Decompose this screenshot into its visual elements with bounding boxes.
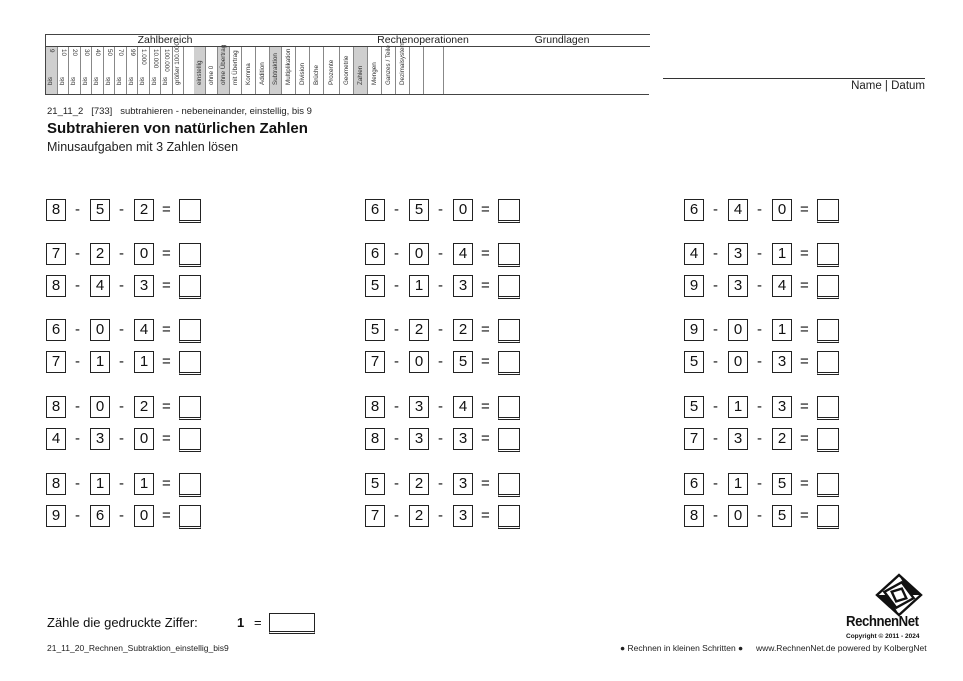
- answer-box[interactable]: [817, 351, 839, 375]
- footer-slogan: ● Rechnen in kleinen Schritten ●: [620, 643, 744, 653]
- zahlbereich-value: 50: [105, 49, 113, 57]
- minus-sign: -: [119, 201, 124, 218]
- exercise-row: [684, 428, 844, 450]
- topic-col: [218, 44, 230, 94]
- answer-box[interactable]: [498, 351, 520, 375]
- number-box: 0: [772, 199, 792, 221]
- minus-sign: -: [438, 245, 443, 262]
- answer-box[interactable]: [179, 505, 201, 529]
- number-box: 3: [728, 275, 748, 297]
- number-box: 6: [684, 473, 704, 495]
- zahlbereich-value: 20: [71, 49, 79, 57]
- topic-label: Zahlen: [356, 65, 364, 85]
- minus-sign: -: [713, 398, 718, 415]
- zahlbereich-prefix: bis: [93, 76, 101, 85]
- topic-label: Dezimalsystem: [398, 42, 406, 85]
- zahlbereich-col: [173, 41, 185, 94]
- count-task-equals: =: [254, 615, 262, 630]
- answer-box[interactable]: [179, 473, 201, 497]
- minus-sign: -: [438, 353, 443, 370]
- topic-col: [206, 47, 218, 94]
- number-box: 0: [134, 505, 154, 527]
- equals-sign: =: [800, 353, 809, 370]
- equals-sign: =: [481, 430, 490, 447]
- count-task-label: Zähle die gedruckte Ziffer:: [47, 615, 198, 630]
- minus-sign: -: [119, 475, 124, 492]
- equals-sign: =: [481, 507, 490, 524]
- equals-sign: =: [800, 321, 809, 338]
- number-box: 3: [772, 351, 792, 373]
- answer-box[interactable]: [498, 428, 520, 452]
- topic-col: [368, 47, 382, 94]
- answer-box[interactable]: [817, 396, 839, 420]
- equals-sign: =: [162, 430, 171, 447]
- number-box: 5: [684, 396, 704, 418]
- minus-sign: -: [438, 507, 443, 524]
- answer-box[interactable]: [179, 319, 201, 343]
- minus-sign: -: [713, 321, 718, 338]
- number-box: 6: [46, 319, 66, 341]
- sheet-title: Subtrahieren von natürlichen Zahlen: [47, 120, 308, 137]
- number-box: 1: [90, 473, 110, 495]
- minus-sign: -: [119, 321, 124, 338]
- group-rechenoperationen: Rechenoperationen: [377, 34, 469, 46]
- number-box: 4: [46, 428, 66, 450]
- topic-col: [296, 47, 310, 94]
- number-box: 8: [365, 396, 385, 418]
- topic-label: Division: [298, 62, 306, 85]
- answer-box[interactable]: [817, 319, 839, 343]
- number-box: 3: [409, 428, 429, 450]
- minus-sign: -: [757, 245, 762, 262]
- exercise-row: [684, 199, 844, 221]
- minus-sign: -: [757, 507, 762, 524]
- exercise-row: [365, 473, 525, 495]
- minus-sign: -: [75, 430, 80, 447]
- topic-col: [242, 47, 256, 94]
- exercise-row: [46, 275, 206, 297]
- number-box: 4: [772, 275, 792, 297]
- exercise-row: [684, 473, 844, 495]
- equals-sign: =: [162, 475, 171, 492]
- header-bottom-line: [45, 94, 649, 95]
- minus-sign: -: [757, 353, 762, 370]
- answer-box[interactable]: [498, 199, 520, 223]
- number-box: 6: [90, 505, 110, 527]
- number-box: 5: [453, 351, 473, 373]
- number-box: 6: [365, 199, 385, 221]
- equals-sign: =: [162, 201, 171, 218]
- exercise-row: [46, 396, 206, 418]
- number-box: 3: [453, 473, 473, 495]
- zahlbereich-value: 70: [117, 49, 125, 57]
- minus-sign: -: [75, 507, 80, 524]
- brand-name: RechnenNet: [846, 613, 919, 630]
- number-box: 4: [453, 396, 473, 418]
- topic-col: [396, 42, 410, 94]
- number-box: 9: [684, 275, 704, 297]
- equals-sign: =: [800, 475, 809, 492]
- topic-col: [424, 47, 444, 94]
- number-box: 8: [46, 275, 66, 297]
- name-date-label: Name | Datum: [851, 80, 925, 92]
- equals-sign: =: [800, 398, 809, 415]
- zahlbereich-prefix: bis: [150, 76, 158, 85]
- number-box: 3: [453, 505, 473, 527]
- zahlbereich-prefix: bis: [58, 76, 66, 85]
- number-box: 7: [365, 505, 385, 527]
- answer-box[interactable]: [179, 396, 201, 420]
- minus-sign: -: [757, 398, 762, 415]
- number-box: 1: [409, 275, 429, 297]
- minus-sign: -: [757, 277, 762, 294]
- equals-sign: =: [800, 277, 809, 294]
- minus-sign: -: [713, 507, 718, 524]
- answer-box[interactable]: [179, 275, 201, 299]
- equals-sign: =: [481, 277, 490, 294]
- number-box: 2: [90, 243, 110, 265]
- answer-box[interactable]: [817, 243, 839, 267]
- zahlbereich-value: 40: [94, 49, 102, 57]
- zahlbereich-value: 100.000: [163, 49, 171, 72]
- minus-sign: -: [119, 245, 124, 262]
- zahlbereich-col: [161, 47, 173, 94]
- exercise-row: [684, 505, 844, 527]
- minus-sign: -: [713, 475, 718, 492]
- minus-sign: -: [394, 245, 399, 262]
- copyright: Copyright © 2011 - 2024: [846, 633, 920, 640]
- exercise-row: [365, 428, 525, 450]
- exercise-row: [365, 351, 525, 373]
- exercise-row: [46, 351, 206, 373]
- exercise-row: [365, 396, 525, 418]
- topic-col: [382, 47, 396, 94]
- number-box: 5: [365, 473, 385, 495]
- topic-label: Multiplikation: [284, 48, 292, 85]
- minus-sign: -: [394, 353, 399, 370]
- minus-sign: -: [394, 201, 399, 218]
- group-zahlbereich: Zahlbereich: [137, 34, 193, 46]
- equals-sign: =: [481, 475, 490, 492]
- number-box: 1: [134, 351, 154, 373]
- number-box: 7: [365, 351, 385, 373]
- minus-sign: -: [75, 475, 80, 492]
- zahlbereich-prefix: bis: [81, 76, 89, 85]
- number-box: 3: [134, 275, 154, 297]
- answer-box[interactable]: [498, 473, 520, 497]
- answer-box[interactable]: [817, 505, 839, 529]
- zahlbereich-prefix: bis: [47, 76, 55, 85]
- zahlbereich-value: 30: [82, 49, 90, 57]
- minus-sign: -: [438, 277, 443, 294]
- equals-sign: =: [481, 201, 490, 218]
- minus-sign: -: [394, 321, 399, 338]
- zahlbereich-prefix: bis: [139, 76, 147, 85]
- number-box: 1: [728, 473, 748, 495]
- minus-sign: -: [438, 398, 443, 415]
- equals-sign: =: [481, 321, 490, 338]
- equals-sign: =: [162, 398, 171, 415]
- number-box: 2: [409, 473, 429, 495]
- minus-sign: -: [757, 475, 762, 492]
- topic-col: [256, 47, 270, 94]
- equals-sign: =: [481, 353, 490, 370]
- minus-sign: -: [757, 201, 762, 218]
- minus-sign: -: [438, 321, 443, 338]
- topic-col: [270, 47, 282, 94]
- topic-col: [194, 47, 206, 94]
- minus-sign: -: [75, 201, 80, 218]
- number-box: 0: [409, 351, 429, 373]
- minus-sign: -: [394, 398, 399, 415]
- number-box: 1: [90, 351, 110, 373]
- answer-box[interactable]: [179, 428, 201, 452]
- topic-label: Mengen: [370, 62, 378, 85]
- minus-sign: -: [119, 353, 124, 370]
- exercise-row: [46, 199, 206, 221]
- topic-label: mit Übertrag: [231, 50, 239, 85]
- topic-label: ohne 0: [207, 65, 215, 85]
- number-box: 4: [134, 319, 154, 341]
- count-answer-box[interactable]: [269, 613, 315, 634]
- topic-label: Prozente: [327, 59, 335, 85]
- number-box: 0: [134, 243, 154, 265]
- minus-sign: -: [119, 277, 124, 294]
- topic-col: [324, 47, 340, 94]
- footer-website[interactable]: www.RechnenNet.de powered by KolbergNet: [756, 643, 927, 653]
- exercise-row: [46, 243, 206, 265]
- zahlbereich-prefix: bis: [162, 76, 170, 85]
- minus-sign: -: [394, 507, 399, 524]
- minus-sign: -: [75, 353, 80, 370]
- zahlbereich-prefix: bis: [127, 76, 135, 85]
- topic-label: Geometrie: [342, 55, 350, 85]
- exercise-row: [684, 351, 844, 373]
- minus-sign: -: [119, 398, 124, 415]
- number-box: 5: [772, 473, 792, 495]
- answer-box[interactable]: [817, 473, 839, 497]
- minus-sign: -: [75, 321, 80, 338]
- minus-sign: -: [713, 277, 718, 294]
- number-box: 0: [90, 396, 110, 418]
- exercise-row: [46, 505, 206, 527]
- equals-sign: =: [162, 245, 171, 262]
- answer-box[interactable]: [817, 428, 839, 452]
- zahlbereich-prefix: bis: [104, 76, 112, 85]
- number-box: 5: [90, 199, 110, 221]
- number-box: 8: [365, 428, 385, 450]
- topic-col: [282, 47, 296, 94]
- equals-sign: =: [162, 321, 171, 338]
- number-box: 5: [365, 319, 385, 341]
- number-box: 2: [772, 428, 792, 450]
- topic-label: Brüche: [312, 65, 320, 85]
- number-box: 0: [728, 351, 748, 373]
- rechnennet-logo-icon: [874, 573, 924, 617]
- zahlbereich-value: 99: [128, 49, 136, 57]
- number-box: 9: [684, 319, 704, 341]
- topic-col: [340, 47, 354, 94]
- minus-sign: -: [75, 245, 80, 262]
- number-box: 3: [453, 428, 473, 450]
- number-box: 0: [728, 319, 748, 341]
- number-box: 5: [684, 351, 704, 373]
- zahlbereich-value: 10.000: [151, 49, 159, 69]
- minus-sign: -: [438, 201, 443, 218]
- number-box: 7: [46, 243, 66, 265]
- zahlbereich-prefix: bis: [116, 76, 124, 85]
- answer-box[interactable]: [817, 275, 839, 299]
- equals-sign: =: [481, 398, 490, 415]
- sheet-code: 21_11_2 [733] subtrahieren - nebeneinander, einstellig, bis 9: [47, 106, 312, 117]
- number-box: 3: [772, 396, 792, 418]
- answer-box[interactable]: [179, 199, 201, 223]
- number-box: 1: [772, 243, 792, 265]
- answer-box[interactable]: [817, 199, 839, 223]
- exercise-row: [684, 319, 844, 341]
- topic-label: Subtraktion: [271, 53, 279, 85]
- number-box: 7: [46, 351, 66, 373]
- number-box: 1: [728, 396, 748, 418]
- number-box: 3: [409, 396, 429, 418]
- number-box: 3: [728, 243, 748, 265]
- minus-sign: -: [713, 201, 718, 218]
- number-box: 9: [46, 505, 66, 527]
- number-box: 4: [728, 199, 748, 221]
- number-box: 8: [46, 396, 66, 418]
- exercise-row: [365, 243, 525, 265]
- topic-col: [230, 47, 242, 94]
- topic-label: einstellig: [195, 60, 203, 85]
- minus-sign: -: [438, 430, 443, 447]
- number-box: 3: [90, 428, 110, 450]
- number-box: 2: [409, 319, 429, 341]
- number-box: 2: [409, 505, 429, 527]
- number-box: 2: [134, 199, 154, 221]
- minus-sign: -: [394, 277, 399, 294]
- number-box: 1: [772, 319, 792, 341]
- minus-sign: -: [438, 475, 443, 492]
- minus-sign: -: [757, 321, 762, 338]
- number-box: 8: [46, 199, 66, 221]
- topic-label: Komma: [244, 63, 252, 85]
- number-box: 6: [365, 243, 385, 265]
- minus-sign: -: [394, 475, 399, 492]
- answer-box[interactable]: [498, 505, 520, 529]
- exercise-row: [46, 473, 206, 495]
- answer-box[interactable]: [179, 243, 201, 267]
- equals-sign: =: [162, 353, 171, 370]
- number-box: 2: [134, 396, 154, 418]
- equals-sign: =: [800, 245, 809, 262]
- exercise-row: [365, 275, 525, 297]
- topic-label: Addition: [258, 62, 266, 85]
- minus-sign: -: [75, 277, 80, 294]
- zahlbereich-prefix: größer 100.000: [173, 41, 181, 85]
- equals-sign: =: [481, 245, 490, 262]
- exercise-row: [684, 243, 844, 265]
- number-box: 3: [728, 428, 748, 450]
- exercise-row: [46, 428, 206, 450]
- topic-col: [310, 47, 324, 94]
- zahlbereich-prefix: bis: [70, 76, 78, 85]
- number-box: 3: [453, 275, 473, 297]
- minus-sign: -: [713, 353, 718, 370]
- topic-col: [354, 47, 368, 94]
- exercise-row: [365, 319, 525, 341]
- answer-box[interactable]: [498, 396, 520, 420]
- number-box: 6: [684, 199, 704, 221]
- equals-sign: =: [800, 430, 809, 447]
- number-box: 8: [684, 505, 704, 527]
- answer-box[interactable]: [498, 319, 520, 343]
- minus-sign: -: [119, 507, 124, 524]
- equals-sign: =: [800, 201, 809, 218]
- minus-sign: -: [394, 430, 399, 447]
- number-box: 7: [684, 428, 704, 450]
- count-task-digit: 1: [237, 615, 245, 630]
- name-date-line: [663, 78, 925, 79]
- number-box: 5: [409, 199, 429, 221]
- minus-sign: -: [713, 245, 718, 262]
- number-box: 5: [365, 275, 385, 297]
- minus-sign: -: [757, 430, 762, 447]
- exercise-row: [684, 396, 844, 418]
- number-box: 4: [684, 243, 704, 265]
- topic-col: [410, 47, 424, 94]
- topic-label: ohne Übertrag: [219, 44, 227, 85]
- equals-sign: =: [162, 277, 171, 294]
- answer-box[interactable]: [498, 243, 520, 267]
- answer-box[interactable]: [498, 275, 520, 299]
- topic-header-table: [45, 34, 650, 95]
- number-box: 0: [409, 243, 429, 265]
- zahlbereich-value: 10: [59, 49, 67, 57]
- number-box: 4: [453, 243, 473, 265]
- number-box: 0: [728, 505, 748, 527]
- answer-box[interactable]: [179, 351, 201, 375]
- exercise-row: [684, 275, 844, 297]
- equals-sign: =: [162, 507, 171, 524]
- group-grundlagen: Grundlagen: [534, 34, 590, 46]
- number-box: 0: [90, 319, 110, 341]
- zahlbereich-value: 1.000: [140, 49, 148, 65]
- number-box: 2: [453, 319, 473, 341]
- number-box: 0: [134, 428, 154, 450]
- equals-sign: =: [800, 507, 809, 524]
- minus-sign: -: [75, 398, 80, 415]
- number-box: 1: [134, 473, 154, 495]
- number-box: 0: [453, 199, 473, 221]
- minus-sign: -: [713, 430, 718, 447]
- topic-label: Ganzes / Teile: [384, 45, 392, 85]
- number-box: 4: [90, 275, 110, 297]
- minus-sign: -: [119, 430, 124, 447]
- number-box: 5: [772, 505, 792, 527]
- exercise-row: [46, 319, 206, 341]
- exercise-row: [365, 199, 525, 221]
- footer-file-name: 21_11_20_Rechnen_Subtraktion_einstellig_bis9: [47, 643, 229, 653]
- exercise-row: [365, 505, 525, 527]
- sheet-subtitle: Minusaufgaben mit 3 Zahlen lösen: [47, 140, 239, 154]
- zahlbereich-value: 9: [48, 49, 56, 53]
- number-box: 8: [46, 473, 66, 495]
